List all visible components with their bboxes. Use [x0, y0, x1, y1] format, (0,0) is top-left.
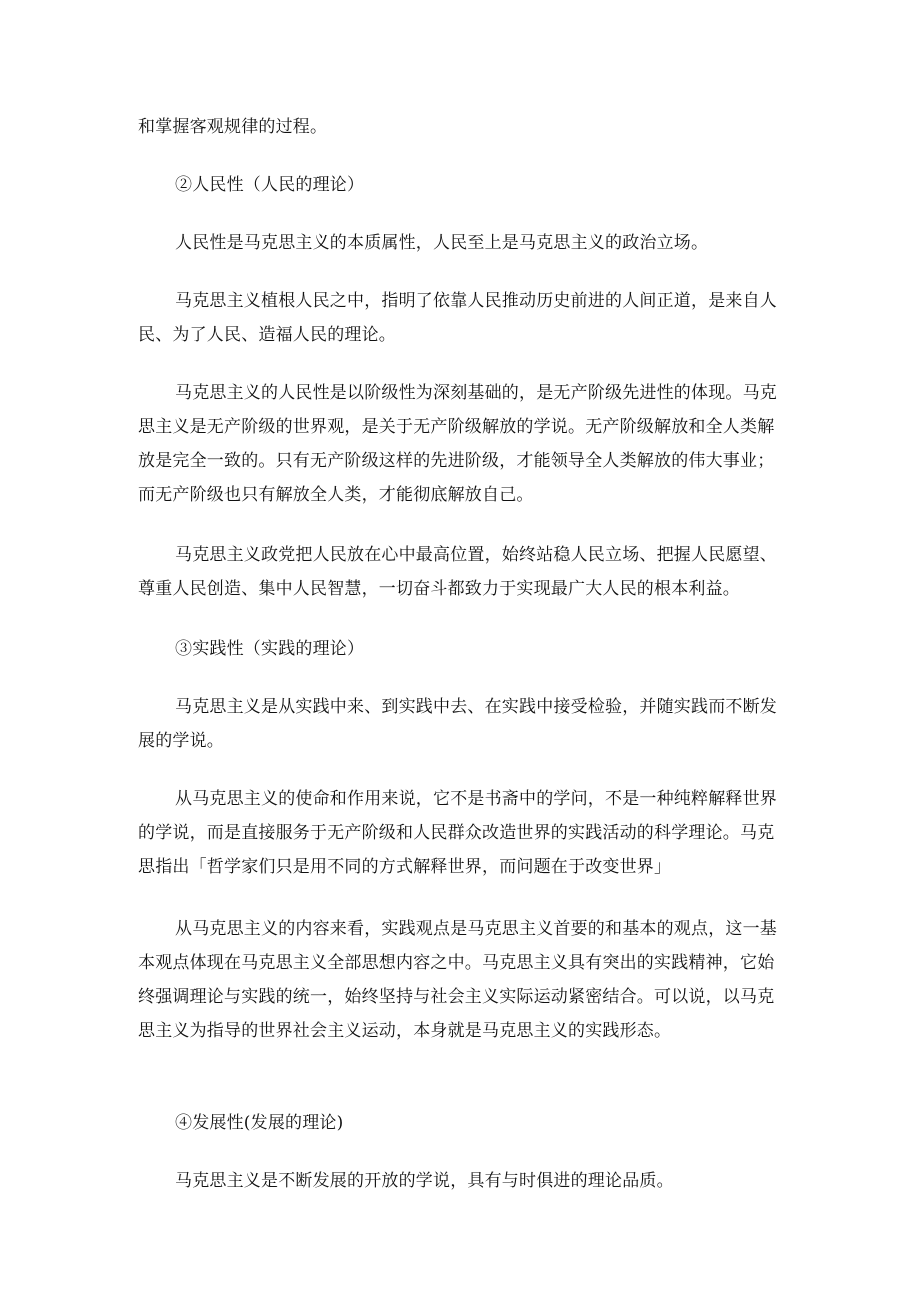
paragraph: 从马克思主义的内容来看，实践观点是马克思主义首要的和基本的观点，这一基本观点体现在马克思主义全部思想内容之中。马克思主义具有突出的实践精神，它始终强调理论与实践的统一，始终坚持与社会主义实际运动紧密结合。可以说，以马克思主义为指导的世界社会主义运动，本身就是马克思主义的实践形态。: [138, 919, 777, 1041]
paragraph: 马克思主义是从实践中来、到实践中去、在实践中接受检验，并随实践而不断发展的学说。: [138, 697, 777, 751]
section-heading-practice: ③实践性（实践的理论）: [175, 639, 365, 659]
paragraph-continuation: 和掌握客观规律的过程。: [138, 117, 328, 137]
paragraph: 马克思主义政党把人民放在心中最高位置，始终站稳人民立场、把握人民愿望、尊重人民创造、集中人民智慧，一切奋斗都致力于实现最广大人民的根本利益。: [138, 545, 777, 599]
section-heading-development: ④发展性(发展的理论): [175, 1113, 344, 1133]
paragraph: 从马克思主义的使命和作用来说，它不是书斋中的学问，不是一种纯粹解释世界的学说，而是直接服务于无产阶级和人民群众改造世界的实践活动的科学理论。马克思指出「哲学家们只是用不同的方式解释世界，而问题在于改变世界」: [138, 789, 777, 877]
paragraph: 人民性是马克思主义的本质属性，人民至上是马克思主义的政治立场。: [175, 233, 709, 253]
section-heading-people: ②人民性（人民的理论）: [175, 175, 365, 195]
paragraph: 马克思主义植根人民之中，指明了依靠人民推动历史前进的人间正道，是来自人民、为了人民、造福人民的理论。: [138, 291, 777, 345]
paragraph: 马克思主义的人民性是以阶级性为深刻基础的，是无产阶级先进性的体现。马克思主义是无产阶级的世界观，是关于无产阶级解放的学说。无产阶级解放和全人类解放是完全一致的。只有无产阶级这样的先进阶级，才能领导全人类解放的伟大事业；而无产阶级也只有解放全人类，才能彻底解放自己。: [138, 383, 777, 505]
paragraph: 马克思主义是不断发展的开放的学说，具有与时俱进的理论品质。: [175, 1171, 674, 1191]
